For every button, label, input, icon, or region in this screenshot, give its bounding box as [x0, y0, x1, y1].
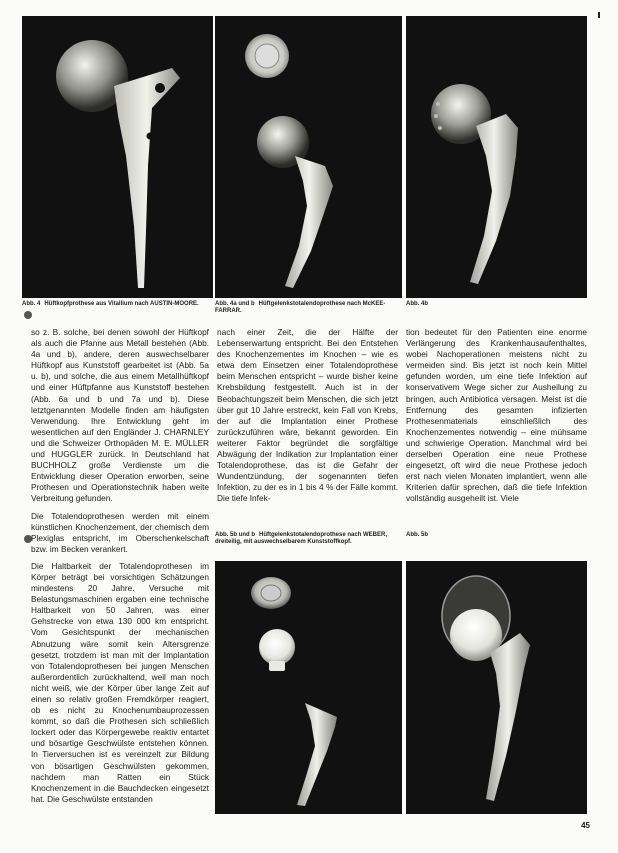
caption-label: Abb. 5b und b [215, 532, 255, 538]
caption-label: Abb. 4 [22, 301, 41, 307]
prosthesis-ball-head-icon [406, 16, 587, 298]
text-column-left [31, 327, 209, 805]
caption-label: Abb. 5b [406, 532, 428, 538]
photo-austin-moore-prosthesis [22, 16, 213, 298]
caption-fig-5ab [215, 532, 400, 546]
prosthesis-ball-head-icon [406, 561, 587, 814]
text-column-middle [217, 327, 398, 505]
caption-text: Hüftgelenkstotalendoprothese nach WEBER, dreiteilig, mit auswechselbarem Kunststoffkopf. [215, 532, 388, 546]
page-number: 45 [581, 821, 590, 830]
page-corner-mark [598, 12, 600, 18]
caption-text: Hüftgelenkstotalendoprothese nach McKEE-FARRAR. [215, 301, 386, 315]
caption-text: Hüftkopfprothese aus Vitallium nach AUSTIN-MOORE. [44, 301, 199, 307]
photo-prosthesis-4b [406, 16, 587, 298]
photo-weber-prosthesis-exploded [215, 561, 402, 814]
femoral-stem-prosthesis-icon [22, 16, 213, 298]
acetabular-cup-icon [215, 561, 402, 814]
caption-fig-5b [406, 532, 587, 539]
paragraph: Die Haltbarkeit der Totalendoprothesen im Körper beträgt bei vorsichtigen Schätzungen mindestens 20 Jahre. Versuche mit Belastungsmaschinen ergaben eine technische Haltbarkeit von 50 Jahren, was einer Gehstrecke von etwa 130 000 km entspricht. Vom Gesichtspunkt der mechanischen Abnutzung wäre somit kein Altersgrenze gesetzt, trotzdem ist man mit der Implantation von Totalendoprothesen bei jungen Menschen außerordentlich zurückhaltend, weil man noch nicht weiß, wie der Körper über lange Zeit auf einen so relativ großen Fremdkörper reagiert, ob es nicht zu Knochenumbauprozessen kommt, so daß die Prothesen sich schließlich lockert oder das Körpergewebe reaktiv entartet und bösartige Geschwülste entstehen können. In Tierversuchen ist es vereinzelt zur Bildung von bösartigen Geschwülsten gekommen, nachdem man Ratten ein Stück Knochenzement in die Bauchdecken eingesetzt hat. Die Geschwülste entstanden [31, 560, 209, 804]
binder-hole-top [24, 311, 32, 319]
paragraph: Die Totalendoprothesen werden mit einem künstlichen Knochenzement, der chemisch dem Plexiglas entspricht, im Oberschenkelschaft bzw. im Becken verankert. [31, 510, 209, 554]
caption-fig-4b [406, 301, 587, 308]
paragraph: nach einer Zeit, die der Hälfte der Lebenserwartung entspricht. Bei den Entstehen des Knochenzementes im Knochen – wie es etwa dem Einsetzen einer Totalendoprothese beim Menschen entspricht – wurde bisher keine Krebsbildung festgestellt. Auch ist in der Beobachtungszeit beim Menschen, die sich jetzt über gut 10 Jahre erstreckt, kein Fall von Krebs, der auf die Implantation einer Prothese zurückzuführen wäre, bekannt geworden. Ein weiterer Faktor begründet die sorgfältige Abwägung der Indikation zur Implantation einer Totalendoprothese, das ist die Gefahr der Wundentzündung, der sogenannten tiefen Infektion, zu der es in 1 bis 4 % der Fälle kommt. Die tiefe Infek- [217, 327, 398, 504]
caption-label: Abb. 4b [406, 301, 428, 307]
caption-label: Abb. 4a und b [215, 301, 255, 307]
photo-weber-prosthesis-assembled [406, 561, 587, 814]
caption-fig-4ab [215, 301, 402, 315]
photo-mckee-farrar-prosthesis [215, 16, 402, 298]
caption-fig-4 [22, 301, 213, 308]
paragraph: tion bedeutet für den Patienten eine enorme Verlängerung des Krankenhausaufenthaltes, wobei Nachoperationen meistens nicht zu vermeiden sind. Bis jetzt ist noch kein Mittel gefunden worden, um eine tiefe Infektion auf konservativem Wege sicher zur Ausheilung zu bringen, auch Antibiotica versagen. Meist ist die Entfernung des gesamten infizierten Prothesenmaterials einschließlich des Knochenzementes notwendig – eine mühsame und schwierige Operation. Manchmal wird bei derselben Operation eine neue Prothese eingesetzt, oft wird die neue Prothese jedoch erst nach vielen Monaten implantiert, wenn alle Kriterien dafür sprechen, daß die tiefe Infektion vollständig ausgeheilt ist. Viele [406, 327, 587, 504]
paragraph: so z. B. solche, bei denen sowohl der Hüftkopf als auch die Pfanne aus Metall bestehen (Abb. 4a und b), andere, deren auswechselbarer Hüftkopf aus Kunststoff gearbeitet ist (Abb. 5a u. b), und solche, die aus einem Metallhüftkopf und einer Hüftpfanne aus Kunststoff bestehen (Abb. 6a und b und 7a und b). Diese letztgenannten Modelle finden am häufigsten Verwendung. Ihre Entwicklung geht im wesentlichen auf den Engländer J. CHARNLEY und die Schweizer Orthopäden M. E. MÜLLER und HUGGLER zurück. In Deutschland hat BUCHHOLZ große Verdienste um die Entwicklung dieser Operation erworben, seine Prothesen und Operationstechnik haben weite Verbreitung gefunden. [31, 327, 209, 504]
acetabular-cup-icon [215, 16, 402, 298]
text-column-right [406, 327, 587, 505]
